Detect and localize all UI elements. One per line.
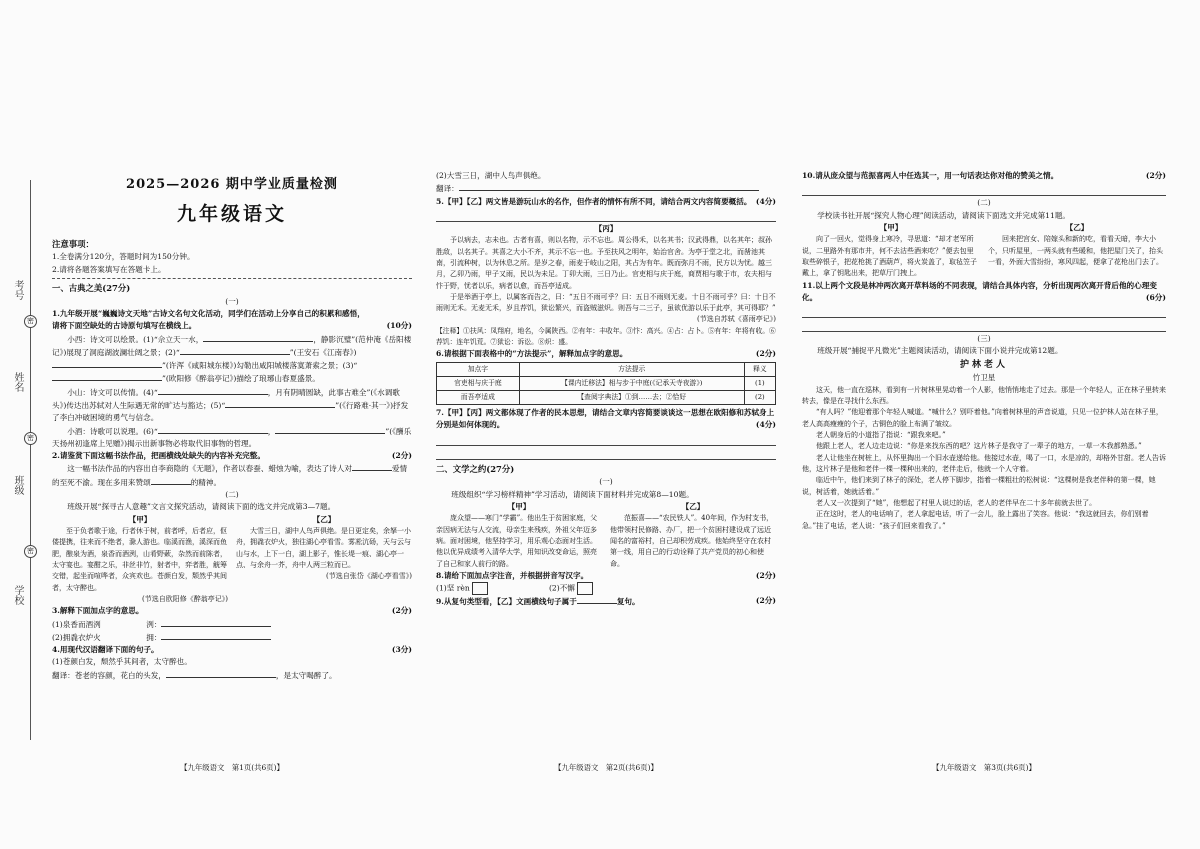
subsection-label: (三) — [977, 334, 991, 344]
page-3 — [802, 170, 1166, 532]
q3-item: (1)泉香而酒洌 洌： — [52, 618, 412, 631]
q1-line: 小酒：诗歌可以说理。(6)“ ， ”(《酬乐天扬州初逢席上见赠》)揭示出新事物必将取代旧事物的哲理。 — [52, 426, 412, 448]
answer-blank[interactable] — [161, 631, 271, 640]
label-kaohao: 考号 — [12, 280, 23, 300]
passages — [52, 514, 412, 606]
answer-blank[interactable] — [225, 399, 335, 408]
q8-items: (1)坚 rèn (2)不懈 — [436, 582, 776, 595]
q3-intro: 班级开展“探寻古人意趣”文言文探究活动，请阅读下面的选文并完成第3—7题。 — [67, 502, 336, 512]
binding-strip — [0, 0, 42, 849]
label-xingming: 姓名 — [12, 372, 23, 392]
question-7: 7.【甲】【丙】两文都体现了作者的民本思想，请结合文章内容简要谈谈这一思想在欧阳修和苏轼身上分别是如何体现的。 (4分) — [436, 408, 776, 430]
passage-jia: 【甲】 向了一回火，觉得身上寒冷，寻思道：“却才老军所说，二里路外有那市井，何不去沽些酒来吃？”便去包里取些碎银子，把花枪挑了酒葫芦，将火炭盖了，取毡笠子戴上，拿了钥匙出来，把草厅门拽上。 — [802, 222, 977, 278]
subsection-label: (二) — [225, 490, 239, 500]
label-xuexiao: 学校 — [12, 585, 23, 605]
question-6: 6.请根据下面表格中的“方法提示”，解释加点字的意思。 (2分) — [436, 348, 776, 358]
passage-jia: 【甲】 庞众望——寒门“学霸”。他出生于贫困家庭，父亲因病无法与人交流，母亲生来残疾，外祖父年迈多病。面对困境，他坚持学习，用乐观心态面对生活。他以优异成绩考入清华大学，用知识改变命运，照亮了自己和家人前行的路。 — [436, 501, 598, 568]
answer-blank[interactable] — [180, 346, 290, 355]
binding-circle: 密 — [24, 432, 37, 445]
answer-box[interactable] — [472, 582, 488, 595]
answer-blank[interactable] — [275, 425, 385, 434]
answer-line[interactable] — [802, 319, 1166, 332]
answer-blank[interactable] — [459, 182, 759, 191]
question-1: 1.九年级开展“巍巍诗文天地”古诗文名句文化活动，同学们在活动上分享自己的积累和感悟， — [52, 308, 365, 318]
question-8: 8.请给下面加点字注音，并根据拼音写汉字。 (2分) — [436, 570, 776, 580]
question-1-cont: 请将下面空缺处的古诗原句填写在横线上。 (10分) — [52, 320, 412, 332]
story-paragraph: “有人吗？”他迎着那个年轻人喊道。“喊什么？别吓着他。”向着树林里的声音说道，只见一位护林人站在林子里，老人高高瘦瘦的个子，古铜色的脸上布满了皱纹。 — [802, 408, 1163, 428]
section-heading: 二、文学之约(27分) — [436, 463, 515, 474]
passages — [436, 501, 776, 570]
passage-yi: 【乙】 范振喜——“农民铁人”。40年间，作为村支书，他带领村民修路、办厂，把一个贫困村建设成了远近闻名的富裕村，自己却积劳成疾。他始终坚守在农村第一线，用自己的行动诠释了共产党员的初心和使命。 — [610, 501, 774, 568]
answer-blank[interactable] — [52, 372, 162, 381]
question-10: 10.请从庞众望与范振喜两人中任选其一，用一句话表达你对他的赞美之情。 (2分) — [802, 171, 1166, 180]
passage-bing-tag: 【丙】 — [594, 223, 618, 233]
q2-text: 这一幅书法作品的内容出自李商隐的《无题》，作者以春蚕、蜡烛为喻，表达了诗人对 爱情的至死不渝。现在多用来赞颂 的精神。 — [52, 464, 408, 487]
answer-blank[interactable] — [158, 386, 268, 395]
notice-heading: 注意事项： — [52, 238, 94, 249]
q4-item: (2)大雪三日，湖中人鸟声俱绝。 — [436, 171, 546, 180]
question-3: 3.解释下面加点字的意思。 (2分) — [52, 606, 412, 616]
answer-line[interactable] — [436, 447, 776, 460]
passage-jia: 【甲】 至于负者歌于途，行者休于树，前者呼，后者应，伛偻提携，往来而不绝者，滁人游也。临溪而渔，溪深而鱼肥，酿泉为酒，泉香而酒洌，山肴野蔌，杂然而前陈者，太守宴也。宴酣之乐，非丝非竹，射者中，弈者胜，觥筹交错，起坐而喧哗者，众宾欢也。苍颜白发，颓然乎其间者，太守醉也。 (节选自欧阳修《醉翁亭记》) — [52, 514, 228, 603]
answer-blank[interactable] — [158, 425, 268, 434]
binding-circle: 密 — [24, 315, 37, 328]
subsection-label: (二) — [977, 198, 991, 208]
answer-line[interactable] — [436, 209, 776, 222]
section-heading: 一、古典之美(27分) — [52, 283, 131, 294]
page-2 — [436, 170, 776, 608]
answer-blank[interactable] — [161, 618, 271, 627]
page-footer: 【九年级语文 第2页(共6页)】 — [554, 763, 658, 772]
story-paragraph: 他跟上老人，老人边走边说：“你是来找东西的吧？这片林子是我守了一辈子的地方，一草一木我都熟悉。” — [816, 442, 1142, 451]
page-footer: 【九年级语文 第3页(共6页)】 — [932, 763, 1036, 772]
story-title: 护林老人 — [959, 359, 1008, 370]
passage-yi: 【乙】 回来把宫女、陪嫁头和新的吃，看看天暗，李大小个，只听屋里，一两头就有些暖和，他把屋门关了，抬头一看，外面大雪纷纷，寒风四起，便拿了花枪出门去了。 — [988, 222, 1163, 266]
page-1 — [52, 150, 412, 682]
answer-box[interactable] — [577, 582, 593, 595]
q1-line: 小西：诗文可以绘景。(1)“佘立天一水， ，静影沉璧”(范仲淹《岳阳楼记》)展现了洞庭湖波澜壮阔之景；(2)“ ”(王安石《江南春》) — [52, 334, 412, 357]
question-2: 2.请鉴赏下面这幅书法作品，把画横线处缺失的内容补充完整。 (2分) — [52, 451, 412, 461]
story-paragraph: 正在这时，老人的电话响了，老人拿起电话，听了一会儿，脸上露出了笑容。他说：“我这就回去，你们别着急。”挂了电话，老人说：“孩子们回来看我了。” — [802, 510, 1149, 530]
annotation: 【注释】①扶风：凤翔府，地名，今属陕西。②有年：丰收年。③忭：高兴。④占：占卜。⑤有年：年将有收。⑥荐饥：连年饥荒。⑦狱讼：诉讼。⑧炽：盛。 — [436, 326, 776, 346]
answer-cell[interactable]: (2) — [744, 391, 775, 405]
source: (节选自苏轼《喜雨亭记》) — [697, 315, 776, 324]
q4-translation: 翻译：苍老的容颜，花白的头发， ，是太守喝醉了。 — [52, 670, 337, 680]
answer-blank[interactable] — [166, 669, 276, 678]
binding-circle: 密 — [24, 545, 37, 558]
story-paragraph: 老人让他坐在树桩上，从怀里掏出一个旧水壶递给他。他接过水壶，喝了一口，水是凉的，却格外甘甜。老人告诉他，这片林子是他和老伴一棵一棵种出来的，老伴走后，他就一个人守着。 — [802, 453, 1166, 473]
answer-blank[interactable] — [577, 595, 617, 604]
answer-line[interactable] — [436, 433, 776, 446]
story-author: 竹卫星 — [972, 373, 996, 383]
divider — [52, 278, 412, 279]
q4-translation: 翻译： — [436, 182, 776, 195]
q4-item: (1)苍颜白发，颓然乎其间者，太守醉也。 — [52, 657, 192, 667]
answer-blank[interactable] — [352, 462, 392, 471]
binding-line — [30, 180, 31, 740]
passages — [802, 222, 1166, 280]
label-banji: 班级 — [12, 475, 23, 495]
subsection-label: (一) — [599, 477, 613, 487]
q1-line: 小山：诗文可以传情。(4)“ ，月有阴晴圆缺，此事古难全”(《水调歌头》)传达出苏轼对人生际遇无常的旷达与豁达；(5)“ ”(《行路难·其一》)抒发了李白冲破困境的勇气与信念。 — [52, 387, 409, 423]
subsection-label: (一) — [225, 296, 239, 306]
story-paragraph: 老人又一次提到了“她”，他想起了村里人说过的话，老人的老伴早在二十多年前就去世了。 — [816, 498, 1097, 507]
exam-title: 2025—2026 期中学业质量检测 — [126, 177, 338, 192]
answer-line[interactable] — [802, 183, 1166, 196]
score: (10分) — [386, 321, 412, 331]
answer-cell[interactable]: (1) — [744, 377, 775, 391]
q12-intro: 班级开展“捕捉平凡微光”主题阅读活动，请阅读下面小说并完成第12题。 — [817, 346, 1063, 356]
passage-bing: 予以病去，志未也。古者有喜，则以名物，示不忘也。周公得禾，以名其书；汉武得鼎，以名其年；叔孙胜敌，以名其子。其喜之大小不齐，其示不忘一也。予至扶风之明年，始治官舍。为亭于堂之北，而凿池其南，引流种树，以为休息之所。是岁之春，雨麦于岐山之阳，其占为有年。既而弥月不雨，民方以为忧。越三月，乙卯乃雨，甲子又雨，民以为未足。丁卯大雨，三日乃止。官吏相与庆于庭，商贾相与歌于市，农夫相与忭于野，忧者以乐，病者以愈，而吾亭适成。 — [436, 236, 772, 290]
answer-blank[interactable] — [52, 359, 162, 368]
question-5: 5.【甲】【乙】两文皆是游玩山水的名作，但作者的情怀有所不同，请结合两文内容简要概括。 (4分) — [436, 196, 776, 206]
answer-line[interactable] — [802, 305, 1166, 318]
story-paragraph: 这天，他一直在巡林，看到有一片树林里晃动着一个人影，他悄悄地走了过去。那是一个年轻人，正在林子里转来转去，像是在寻找什么东西。 — [802, 385, 1166, 405]
story-paragraph: 临近中午，他们来到了林子的深处，老人停下脚步，指着一棵粗壮的松树说：“这棵树是我老伴种的第一棵，她说，树活着，她就活着。” — [802, 476, 1156, 496]
page-footer: 【九年级语文 第1页(共6页)】 — [180, 763, 284, 772]
question-9: 9.从复句类型看，【乙】文画横线句子属于 复句。 (2分) — [436, 596, 776, 607]
notice-item: 1.全卷满分120分，答题时间为150分钟。 — [52, 252, 195, 262]
q1-line: ”(许浑《咸阳城东楼》)勾勒出咸阳城楼落寞萧索之景；(3)“”(欧阳修《醉翁亭记》)描绘了琅琊山春夏盛景。 — [52, 359, 412, 386]
passage-yi: 【乙】 大雪三日，湖中人鸟声俱绝。是日更定矣，余拏一小舟，拥毳衣炉火，独往湖心亭看雪。雾凇沆砀，天与云与山与水，上下一白，湖上影子，惟长堤一痕、湖心亭一点、与余舟一芥，舟中人两三粒而已。 (节选自张岱《湖心亭看雪》) — [236, 514, 412, 581]
passage-bing: 于是举酒于亭上，以属客而告之，曰：“五日不雨可乎？曰：五日不雨则无麦。十日不雨可乎？曰：十日不雨则无禾。无麦无禾，岁且荐饥，狱讼繁兴，而盗贼滋炽。则吾与二三子，虽欲优游以乐于此亭，其可得耶？” — [436, 292, 776, 313]
q8-intro: 班级组织“学习榜样精神”学习活动，请阅读下面材料并完成第8—10题。 — [451, 489, 694, 499]
answer-blank[interactable] — [151, 476, 191, 485]
q3-item: (2)拥毳衣炉火 拥： — [52, 631, 412, 644]
notice-item: 2.请将各题答案填写在答题卡上。 — [52, 264, 166, 274]
question-11: 11.以上两个文段是林冲两次离开草料场的不同表现，请结合具体内容，分析出现两次离开背后他的心理变化。 (6分) — [802, 280, 1166, 302]
story-paragraph: 老人朝身后的小道指了指说：“跟我来吧。” — [816, 430, 946, 439]
question-4: 4.用现代汉语翻译下面的句子。 (3分) — [52, 645, 412, 655]
subject-title: 九年级语文 — [176, 203, 287, 226]
q11-intro: 学校读书社开展“探究人物心理”阅读活动，请阅读下面选文并完成第11题。 — [817, 210, 1071, 220]
answer-blank[interactable] — [203, 333, 313, 342]
method-table: 加点字 方法提示 释义 官吏相与庆于庭 【课内迁移法】相与步于中庭(《记承天寺夜游》) (1) 而吾亭适成 【查阅字典法】①到……去；②恰好 (2) — [436, 362, 776, 405]
